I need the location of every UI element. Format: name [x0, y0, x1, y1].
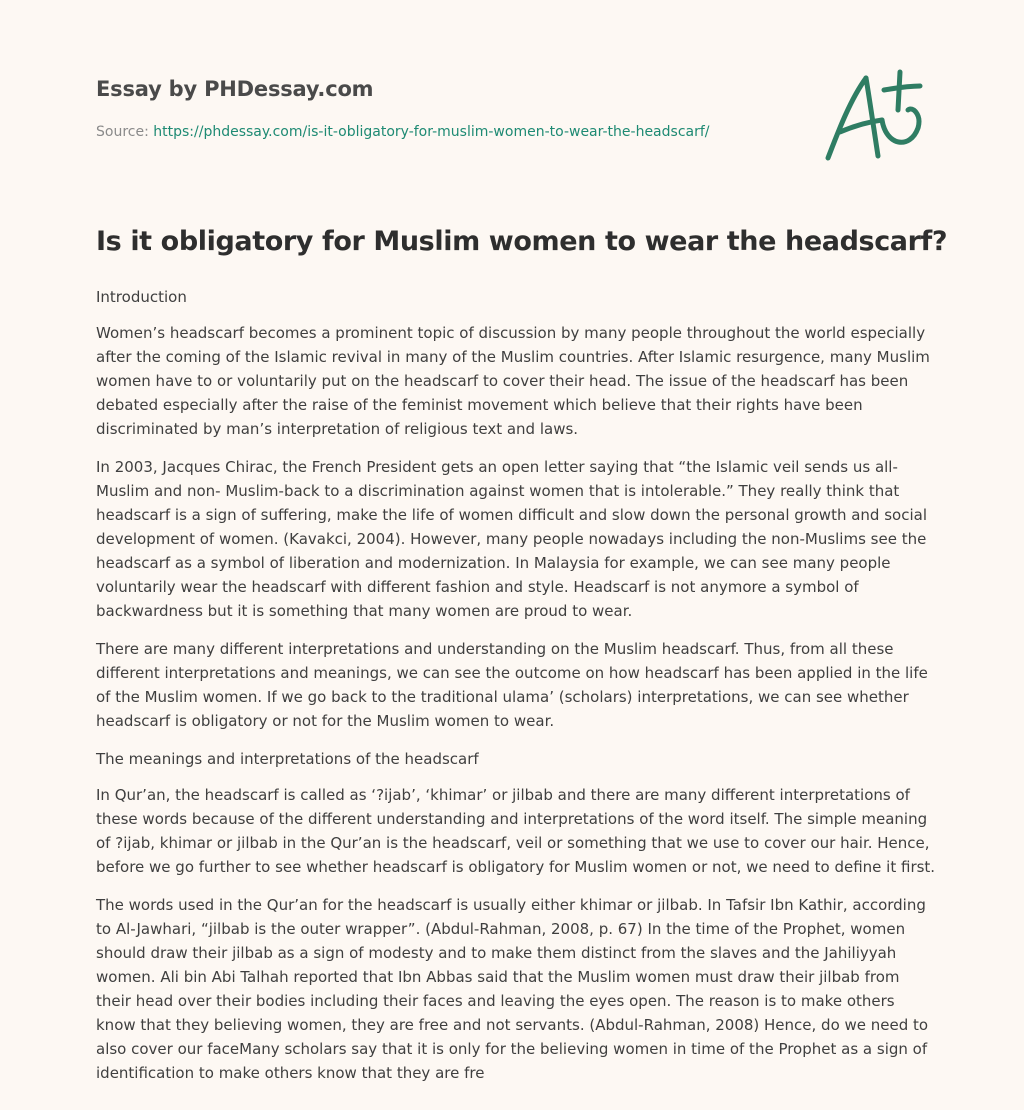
plus-horizontal [884, 86, 920, 90]
source-line [96, 124, 710, 140]
paragraph: In 2003, Jacques Chirac, the French President gets an open letter saying that “the Islamic veil sends us all-Muslim and non- Muslim-back to a discrimination against women that is intolerable.” They really think that headscarf is a sign of suffering, make the life of women difficult and slow down the personal growth and social development of women. (Kavakci, 2004). However, many people nowadays including the non-Muslims see the headscarf as a symbol of liberation and modernization. In Malaysia for example, we can see many people voluntarily wear the headscarf with different fashion and style. Headscarf is not anymore a symbol of backwardness but it is something that many women are proud to wear. [96, 458, 927, 620]
source-label: Source: [96, 124, 149, 140]
plus-vertical [898, 72, 900, 110]
paragraph: There are many different interpretations and understanding on the Muslim headscarf. Thus, from all these different interpretations and meanings, we can see the outcome on how headscarf has been applied in the life of the Muslim women. If we go back to the traditional ulama’ (scholars) interpretations, we can see whether headscarf is obligatory or not for the Muslim women to wear. [96, 640, 928, 730]
a-plus-grade-icon [816, 62, 936, 172]
paragraph: Women’s headscarf becomes a prominent topic of discussion by many people throughout the world especially after the coming of the Islamic revival in many of the Muslim countries. After Islamic resurgence, many Muslim women have to or voluntarily put on the headscarf to cover their head. The issue of the headscarf has been debated especially after the raise of the feminist movement which believe that their rights have been discriminated by man’s interpretation of religious text and laws. [96, 324, 930, 438]
section-heading-meanings: The meanings and interpretations of the headscarf [96, 750, 479, 768]
a-left-stroke [828, 78, 866, 158]
paragraph: The words used in the Qur’an for the headscarf is usually either khimar or jilbab. In Tafsir Ibn Kathir, according to Al-Jawhari, “jilbab is the outer wrapper”. (Abdul-Rahman, 2008, p. 67) In the time of the Prophet, women should draw their jilbab as a sign of modesty and to make them distinct from the slaves and the Jahiliyyah women. Ali bin Abi Talhah reported that Ibn Abbas said that the Muslim women must draw their jilbab from their head over their bodies including their faces and leaving the eyes open. The reason is to make others know that they believing women, they are free and not servants. (Abdul-Rahman, 2008) Hence, do we need to also cover our faceMany scholars say that it is only for the believing women in time of the Prophet as a sign of identification to make others know that they are fre [96, 896, 929, 1082]
a-right-stroke [866, 78, 878, 156]
essay-title: Is it obligatory for Muslim women to wear the headscarf? [96, 226, 948, 257]
paragraph: In Qur’an, the headscarf is called as ‘?ijab’, ‘khimar’ or jilbab and there are many different interpretations of these words because of the different understanding and interpretations of the word itself. The simple meaning of ?ijab, khimar or jilbab in the Qur’an is the headscarf, veil or something that we use to cover our hair. Hence, before we go further to see whether headscarf is obligatory for Muslim women or not, we need to define it first. [96, 786, 936, 876]
essay-body [96, 285, 936, 1099]
section-heading-introduction: Introduction [96, 288, 187, 306]
source-link[interactable]: https://phdessay.com/is-it-obligatory-for-muslim-women-to-wear-the-headscarf/ [153, 124, 710, 140]
brand-title: Essay by PHDessay.com [96, 77, 374, 101]
swirl [882, 109, 919, 142]
